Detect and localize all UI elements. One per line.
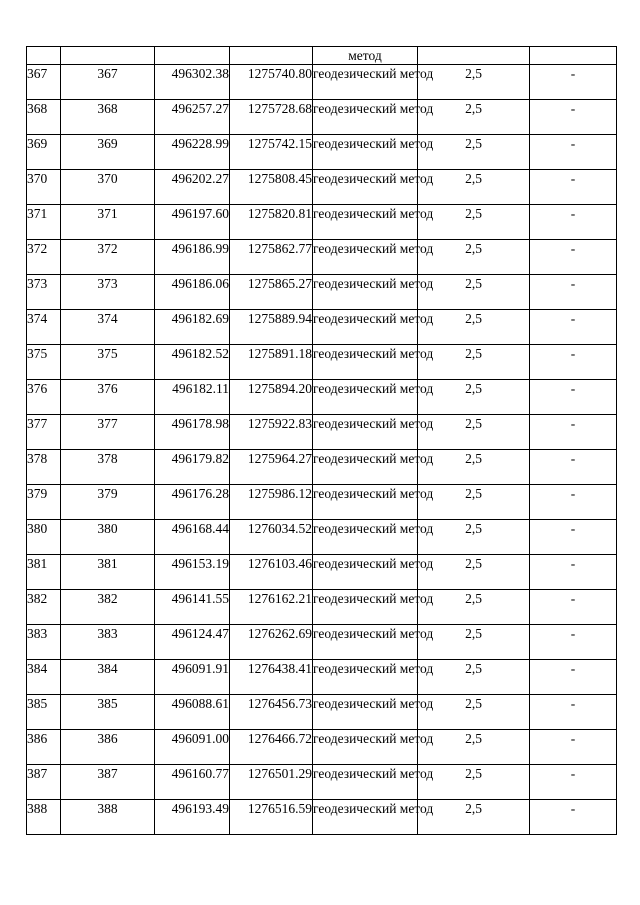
cell-method: геодезический метод	[313, 730, 418, 765]
cell-point-label: 381	[61, 555, 155, 590]
table-row	[27, 100, 617, 135]
cell-method: геодезический метод	[313, 100, 418, 135]
cell-method: геодезический метод	[313, 660, 418, 695]
cell-method: геодезический метод	[313, 310, 418, 345]
cell-method: метод	[313, 47, 418, 65]
cell-accuracy: 2,5	[418, 590, 530, 625]
cell-point-number: 372	[27, 240, 61, 275]
cell-point-label: 379	[61, 485, 155, 520]
cell-note: -	[530, 240, 617, 275]
cell-point-number: 367	[27, 65, 61, 100]
cell-point-number: 370	[27, 170, 61, 205]
cell-note: -	[530, 730, 617, 765]
cell-x-coordinate: 496160.77	[155, 765, 230, 800]
cell-y-coordinate: 1276456.73	[230, 695, 313, 730]
cell-note: -	[530, 100, 617, 135]
cell-y-coordinate: 1276162.21	[230, 590, 313, 625]
table-row	[27, 450, 617, 485]
table-row	[27, 345, 617, 380]
cell-x-coordinate: 496091.00	[155, 730, 230, 765]
cell-note: -	[530, 415, 617, 450]
table-row	[27, 240, 617, 275]
cell-accuracy: 2,5	[418, 275, 530, 310]
table-row	[27, 695, 617, 730]
cell-point-number: 384	[27, 660, 61, 695]
cell-point-label: 378	[61, 450, 155, 485]
cell-x-coordinate: 496176.28	[155, 485, 230, 520]
table-row	[27, 800, 617, 835]
cell-accuracy: 2,5	[418, 765, 530, 800]
cell-y-coordinate: 1275922.83	[230, 415, 313, 450]
cell-accuracy: 2,5	[418, 100, 530, 135]
cell-note: -	[530, 135, 617, 170]
table-row	[27, 170, 617, 205]
cell-accuracy: 2,5	[418, 660, 530, 695]
cell-y-coordinate: 1275740.80	[230, 65, 313, 100]
cell-accuracy: 2,5	[418, 310, 530, 345]
table-row	[27, 275, 617, 310]
cell-point-number: 375	[27, 345, 61, 380]
cell-accuracy: 2,5	[418, 695, 530, 730]
cell-accuracy: 2,5	[418, 415, 530, 450]
cell-y-coordinate: 1275862.77	[230, 240, 313, 275]
cell-x-coordinate: 496182.69	[155, 310, 230, 345]
cell-accuracy: 2,5	[418, 730, 530, 765]
cell-note: -	[530, 800, 617, 835]
cell-point-number: 388	[27, 800, 61, 835]
table-row	[27, 310, 617, 345]
cell-method: геодезический метод	[313, 65, 418, 100]
cell-method: геодезический метод	[313, 520, 418, 555]
cell-note: -	[530, 205, 617, 240]
cell-y-coordinate: 1276262.69	[230, 625, 313, 660]
cell-x-coordinate: 496228.99	[155, 135, 230, 170]
cell-accuracy: 2,5	[418, 485, 530, 520]
table-row	[27, 65, 617, 100]
cell-accuracy: 2,5	[418, 625, 530, 660]
table-row	[27, 205, 617, 240]
cell-method: геодезический метод	[313, 170, 418, 205]
cell-point-label: 383	[61, 625, 155, 660]
table-body	[27, 47, 617, 835]
cell-point-label: 371	[61, 205, 155, 240]
cell-point-number: 368	[27, 100, 61, 135]
cell-point-number: 369	[27, 135, 61, 170]
table-row	[27, 625, 617, 660]
cell-accuracy: 2,5	[418, 170, 530, 205]
cell-x-coordinate	[155, 47, 230, 65]
cell-x-coordinate: 496168.44	[155, 520, 230, 555]
cell-point-label: 368	[61, 100, 155, 135]
cell-method: геодезический метод	[313, 800, 418, 835]
cell-point-number: 385	[27, 695, 61, 730]
cell-method: геодезический метод	[313, 275, 418, 310]
cell-note	[530, 47, 617, 65]
cell-point-number: 373	[27, 275, 61, 310]
cell-note: -	[530, 380, 617, 415]
cell-point-label: 386	[61, 730, 155, 765]
cell-y-coordinate: 1275964.27	[230, 450, 313, 485]
cell-point-number: 381	[27, 555, 61, 590]
cell-x-coordinate: 496153.19	[155, 555, 230, 590]
cell-y-coordinate	[230, 47, 313, 65]
cell-accuracy: 2,5	[418, 520, 530, 555]
table-row	[27, 730, 617, 765]
table-row	[27, 380, 617, 415]
cell-point-label: 377	[61, 415, 155, 450]
cell-method: геодезический метод	[313, 205, 418, 240]
cell-point-label: 384	[61, 660, 155, 695]
cell-point-number	[27, 47, 61, 65]
cell-point-label: 367	[61, 65, 155, 100]
cell-point-number: 380	[27, 520, 61, 555]
cell-x-coordinate: 496193.49	[155, 800, 230, 835]
table-row	[27, 485, 617, 520]
cell-method: геодезический метод	[313, 415, 418, 450]
cell-method: геодезический метод	[313, 135, 418, 170]
cell-y-coordinate: 1276034.52	[230, 520, 313, 555]
cell-y-coordinate: 1276103.46	[230, 555, 313, 590]
table-row	[27, 520, 617, 555]
cell-x-coordinate: 496202.27	[155, 170, 230, 205]
cell-x-coordinate: 496186.06	[155, 275, 230, 310]
cell-accuracy: 2,5	[418, 380, 530, 415]
cell-method: геодезический метод	[313, 485, 418, 520]
cell-y-coordinate: 1276501.29	[230, 765, 313, 800]
cell-y-coordinate: 1275808.45	[230, 170, 313, 205]
cell-point-label: 369	[61, 135, 155, 170]
cell-accuracy: 2,5	[418, 135, 530, 170]
cell-y-coordinate: 1275820.81	[230, 205, 313, 240]
cell-method: геодезический метод	[313, 240, 418, 275]
cell-point-number: 378	[27, 450, 61, 485]
cell-y-coordinate: 1276438.41	[230, 660, 313, 695]
cell-x-coordinate: 496302.38	[155, 65, 230, 100]
cell-point-number: 377	[27, 415, 61, 450]
cell-x-coordinate: 496179.82	[155, 450, 230, 485]
cell-accuracy	[418, 47, 530, 65]
cell-note: -	[530, 170, 617, 205]
table-row	[27, 660, 617, 695]
cell-method: геодезический метод	[313, 625, 418, 660]
cell-point-label: 376	[61, 380, 155, 415]
cell-y-coordinate: 1275894.20	[230, 380, 313, 415]
cell-note: -	[530, 695, 617, 730]
cell-x-coordinate: 496091.91	[155, 660, 230, 695]
table-row	[27, 765, 617, 800]
cell-method: геодезический метод	[313, 555, 418, 590]
cell-y-coordinate: 1275728.68	[230, 100, 313, 135]
cell-x-coordinate: 496197.60	[155, 205, 230, 240]
cell-x-coordinate: 496124.47	[155, 625, 230, 660]
cell-note: -	[530, 555, 617, 590]
continuation-row	[27, 47, 617, 65]
cell-point-number: 376	[27, 380, 61, 415]
cell-y-coordinate: 1275986.12	[230, 485, 313, 520]
cell-point-number: 371	[27, 205, 61, 240]
cell-point-label: 380	[61, 520, 155, 555]
cell-point-number: 383	[27, 625, 61, 660]
cell-point-label: 388	[61, 800, 155, 835]
coordinates-table	[26, 46, 617, 835]
cell-accuracy: 2,5	[418, 800, 530, 835]
cell-point-number: 374	[27, 310, 61, 345]
cell-point-number: 386	[27, 730, 61, 765]
cell-method: геодезический метод	[313, 450, 418, 485]
cell-note: -	[530, 485, 617, 520]
cell-x-coordinate: 496182.11	[155, 380, 230, 415]
cell-method: геодезический метод	[313, 765, 418, 800]
table-row	[27, 590, 617, 625]
cell-point-label: 382	[61, 590, 155, 625]
cell-x-coordinate: 496088.61	[155, 695, 230, 730]
cell-note: -	[530, 590, 617, 625]
table-row	[27, 555, 617, 590]
cell-accuracy: 2,5	[418, 555, 530, 590]
cell-point-label: 387	[61, 765, 155, 800]
cell-x-coordinate: 496257.27	[155, 100, 230, 135]
cell-note: -	[530, 450, 617, 485]
cell-note: -	[530, 65, 617, 100]
cell-point-label: 370	[61, 170, 155, 205]
cell-y-coordinate: 1275742.15	[230, 135, 313, 170]
cell-note: -	[530, 345, 617, 380]
cell-point-label: 372	[61, 240, 155, 275]
table-row	[27, 415, 617, 450]
cell-x-coordinate: 496186.99	[155, 240, 230, 275]
cell-point-label: 373	[61, 275, 155, 310]
cell-note: -	[530, 765, 617, 800]
cell-accuracy: 2,5	[418, 240, 530, 275]
cell-point-label: 374	[61, 310, 155, 345]
cell-point-number: 382	[27, 590, 61, 625]
cell-note: -	[530, 275, 617, 310]
cell-note: -	[530, 310, 617, 345]
cell-method: геодезический метод	[313, 590, 418, 625]
cell-x-coordinate: 496141.55	[155, 590, 230, 625]
cell-note: -	[530, 660, 617, 695]
cell-method: геодезический метод	[313, 380, 418, 415]
cell-y-coordinate: 1276516.59	[230, 800, 313, 835]
cell-x-coordinate: 496182.52	[155, 345, 230, 380]
table-row	[27, 135, 617, 170]
cell-y-coordinate: 1275891.18	[230, 345, 313, 380]
cell-method: геодезический метод	[313, 345, 418, 380]
cell-note: -	[530, 520, 617, 555]
cell-x-coordinate: 496178.98	[155, 415, 230, 450]
cell-point-label	[61, 47, 155, 65]
cell-y-coordinate: 1275865.27	[230, 275, 313, 310]
cell-point-label: 375	[61, 345, 155, 380]
cell-accuracy: 2,5	[418, 345, 530, 380]
cell-accuracy: 2,5	[418, 65, 530, 100]
cell-accuracy: 2,5	[418, 450, 530, 485]
cell-accuracy: 2,5	[418, 205, 530, 240]
cell-point-number: 379	[27, 485, 61, 520]
cell-y-coordinate: 1275889.94	[230, 310, 313, 345]
cell-point-label: 385	[61, 695, 155, 730]
cell-method: геодезический метод	[313, 695, 418, 730]
cell-point-number: 387	[27, 765, 61, 800]
cell-y-coordinate: 1276466.72	[230, 730, 313, 765]
cell-note: -	[530, 625, 617, 660]
